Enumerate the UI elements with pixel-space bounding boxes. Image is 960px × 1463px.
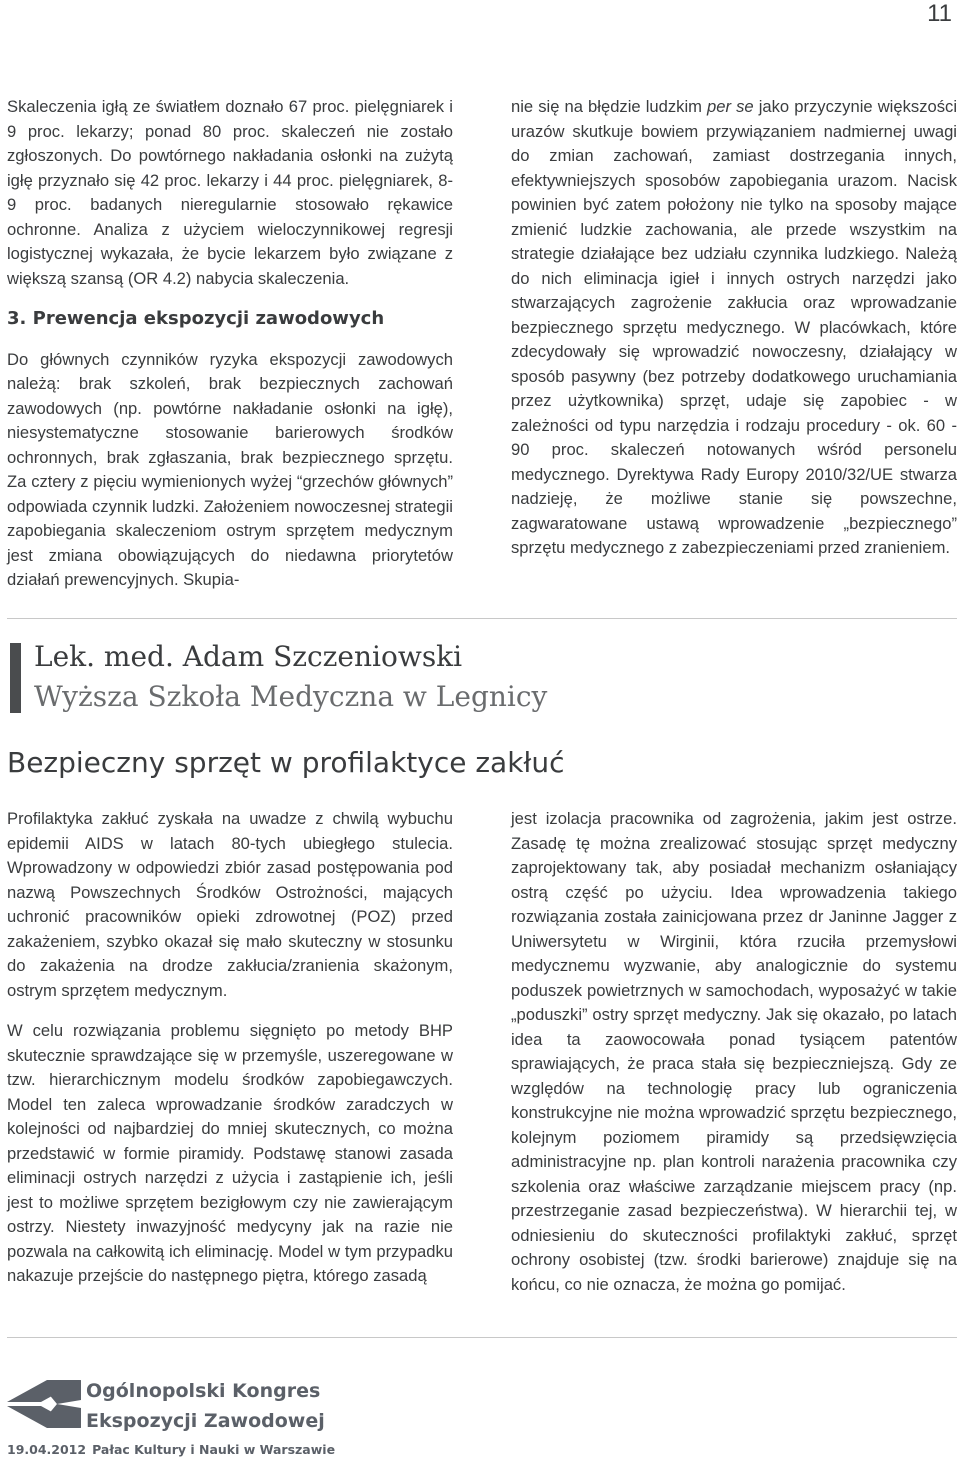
page-number: 11 <box>927 0 952 27</box>
article-title: Bezpieczny sprzęt w profilaktyce zakłuć <box>7 746 565 779</box>
paragraph: jest izolacja pracownika od zagrożenia, jakim jest ostrze. Zasadę tę można zrealizować stosując sprzęt medyczny zaprojektowany tak, aby posiadał mechanizm osłaniający ostrą część po użyciu. Idea wprowadzenia takiego rozwiązania została zainicjowana przez dr Janinne Jagger z Uniwersytetu w Wirginii, która rzuciła przemysłowi medycznemu wyzwanie, aby analogicznie do systemu poduszek powietrznych w samochodach, wyposażyć w takie „poduszki” ostry sprzęt medyczny. Jak się okazało, po latach idea ta zaowocowała ponad tysiącem patentów sprawiających, że praca stała się bezpieczniejszą. Gdy ze względów na technologię pracy lub ograniczenia konstrukcyjne nie można wprowadzić sprzętu bezpiecznego, kolejnym poziomem piramidy są przedsięwzięcia administracyjne np. plan kontroli narażenia pracownika czy szkolenia oraz właściwe zarządzanie miejscem pracy (np. przestrzeganie zasad bezpieczeństwa). W hierarchii tej, w odniesieniu do skuteczności profilaktyki zakłuć, sprzęt ochrony osobistej (tzw. środki barierowe) znajduje się na końcu, co nie oznacza, że można go pomijać. <box>511 809 957 1294</box>
paragraph <box>511 95 957 561</box>
paragraph: Do głównych czynników ryzyka ekspozycji zawodowych należą: brak szkoleń, brak bezpiecznych zachowań zawodowych (np. powtórne nakładanie osłonki na igłę), niesystematyczne stosowanie barierowych środków ochronnych, brak zgłaszania, brak bezpiecznego sprzętu. Za cztery z pięciu wymienionych wyżej “grzechów głównych” odpowiada czynnik ludzki. Założeniem nowoczesnej strategii zapobiegania skaleczeniom ostrym sprzętem medycznym jest zmiana obowiązujących do niedawna priorytetów działań prewencyjnych. Skupia- <box>7 349 453 589</box>
accent-bar <box>10 643 21 713</box>
event-info <box>7 1442 335 1457</box>
section-heading: 3. Prewencja ekspozycji zawodowych <box>7 308 385 329</box>
paragraph: Profilaktyka zakłuć zyskała na uwadze z chwilą wybuchu epidemii AIDS w latach 80-tych ubiegłego stulecia. Wprowadzony w odpowiedzi zbiór zasad postępowania pod nazwą Powszechnych Środków Ostrożności, mających uchronić pracowników opieki zdrowotnej (POZ) przed zakażeniem, szybko okazał się mało skuteczny w stosunku do zakażenia na drodze zakłucia/zranienia skażonym, ostrym sprzętem medycznym. <box>7 809 453 1000</box>
italic-text: per se <box>707 97 754 116</box>
paragraph: Skaleczenia igłą ze światłem doznało 67 proc. pielęgniarek i 9 proc. lekarzy; ponad 80 proc. skaleczeń nie zostało zgłoszonych. Do powtórnego nakładania osłonki na zużytą igłę przyznało się 42 proc. lekarzy i 44 proc. pielęgniarek, 8-9 proc. badanych nieregularnie stosowało rękawice ochronne. Analiza z użyciem wieloczynnikowej regresji logistycznej wykazała, że bycie lekarzem było związane z większą szansą (OR 4.2) nabycia skaleczenia. <box>7 97 453 288</box>
logo-title-line2: Ekspozycji Zawodowej <box>86 1410 325 1432</box>
top-right-column <box>511 95 957 561</box>
divider <box>7 1337 957 1338</box>
article-left-column <box>7 807 453 1289</box>
divider <box>7 618 957 619</box>
paragraph: W celu rozwiązania problemu sięgnięto po metody BHP skutecznie sprawdzające się w przemyśle, uszeregowane w tzw. hierarchicznym modelu środków zapobiegawczych. Model ten zaleca wprowadzanie środków zaradczych w kolejności od najbardziej do mniej skutecznych, co można przedstawić w formie piramidy. Podstawę stanowi zasada eliminacji ostrych narzędzi z użycia i zastąpienie ich, jeśli jest to możliwe sprzętem bezigłowym czy nie zawierającym ostrzy. Niestety inwazyjność medycyny jak na razie nie pozwala na całkowitą ich eliminację. Model w tym przypadku nakazuje przejście do następnego piętra, którego zasadą <box>7 1021 453 1285</box>
event-venue: Pałac Kultury i Nauki w Warszawie <box>92 1442 336 1457</box>
logo-title-line1: Ogólnopolski Kongres <box>86 1380 321 1402</box>
top-left-column <box>7 95 453 593</box>
article-right-column <box>511 807 957 1297</box>
text-run: nie się na błędzie ludzkim <box>511 97 708 116</box>
author-affiliation: Wyższa Szkoła Medyczna w Legnicy <box>34 680 548 713</box>
text-run: jako przyczynie większości urazów skutkuje bowiem przywiązaniem nadmiernej uwagi do zmian zachowań, zamiast dostrzegania innych, efektywniejszych sposobów zapobiegania urazom. Nacisk powinien być zatem położony nie tylko na sposoby mające zmienić ludzkie zachowania, ale przede wszystkim na strategie działające bez udziału czynnika ludzkiego. Należą do nich eliminacja igieł i innych ostrych narzędzi jako stwarzających zagrożenie zakłucia oraz wprowadzanie bezpiecznego sprzętu medycznego. W placówkach, które zdecydowały się wprowadzić nowoczesny, działający w sposób pasywny (bez potrzeby dodatkowego uruchamiania przez użytkownika) sprzęt, udaje się zapobiec - w zależności od typu narzędzia i rodzaju procedury - ok. 60 - 90 proc. skaleczeń notowanych wśród personelu medycznego. Dyrektywa Rady Europy 2010/32/UE stwarza nadzieję, że możliwe stanie się powszechne, zagwaratowane ustawą wprowadzenie „bezpiecznego” sprzętu medycznego z zabezpieczeniami przed zranieniem. <box>511 97 957 557</box>
event-date: 19.04.2012 <box>7 1442 87 1457</box>
author-name: Lek. med. Adam Szczeniowski <box>34 640 463 673</box>
